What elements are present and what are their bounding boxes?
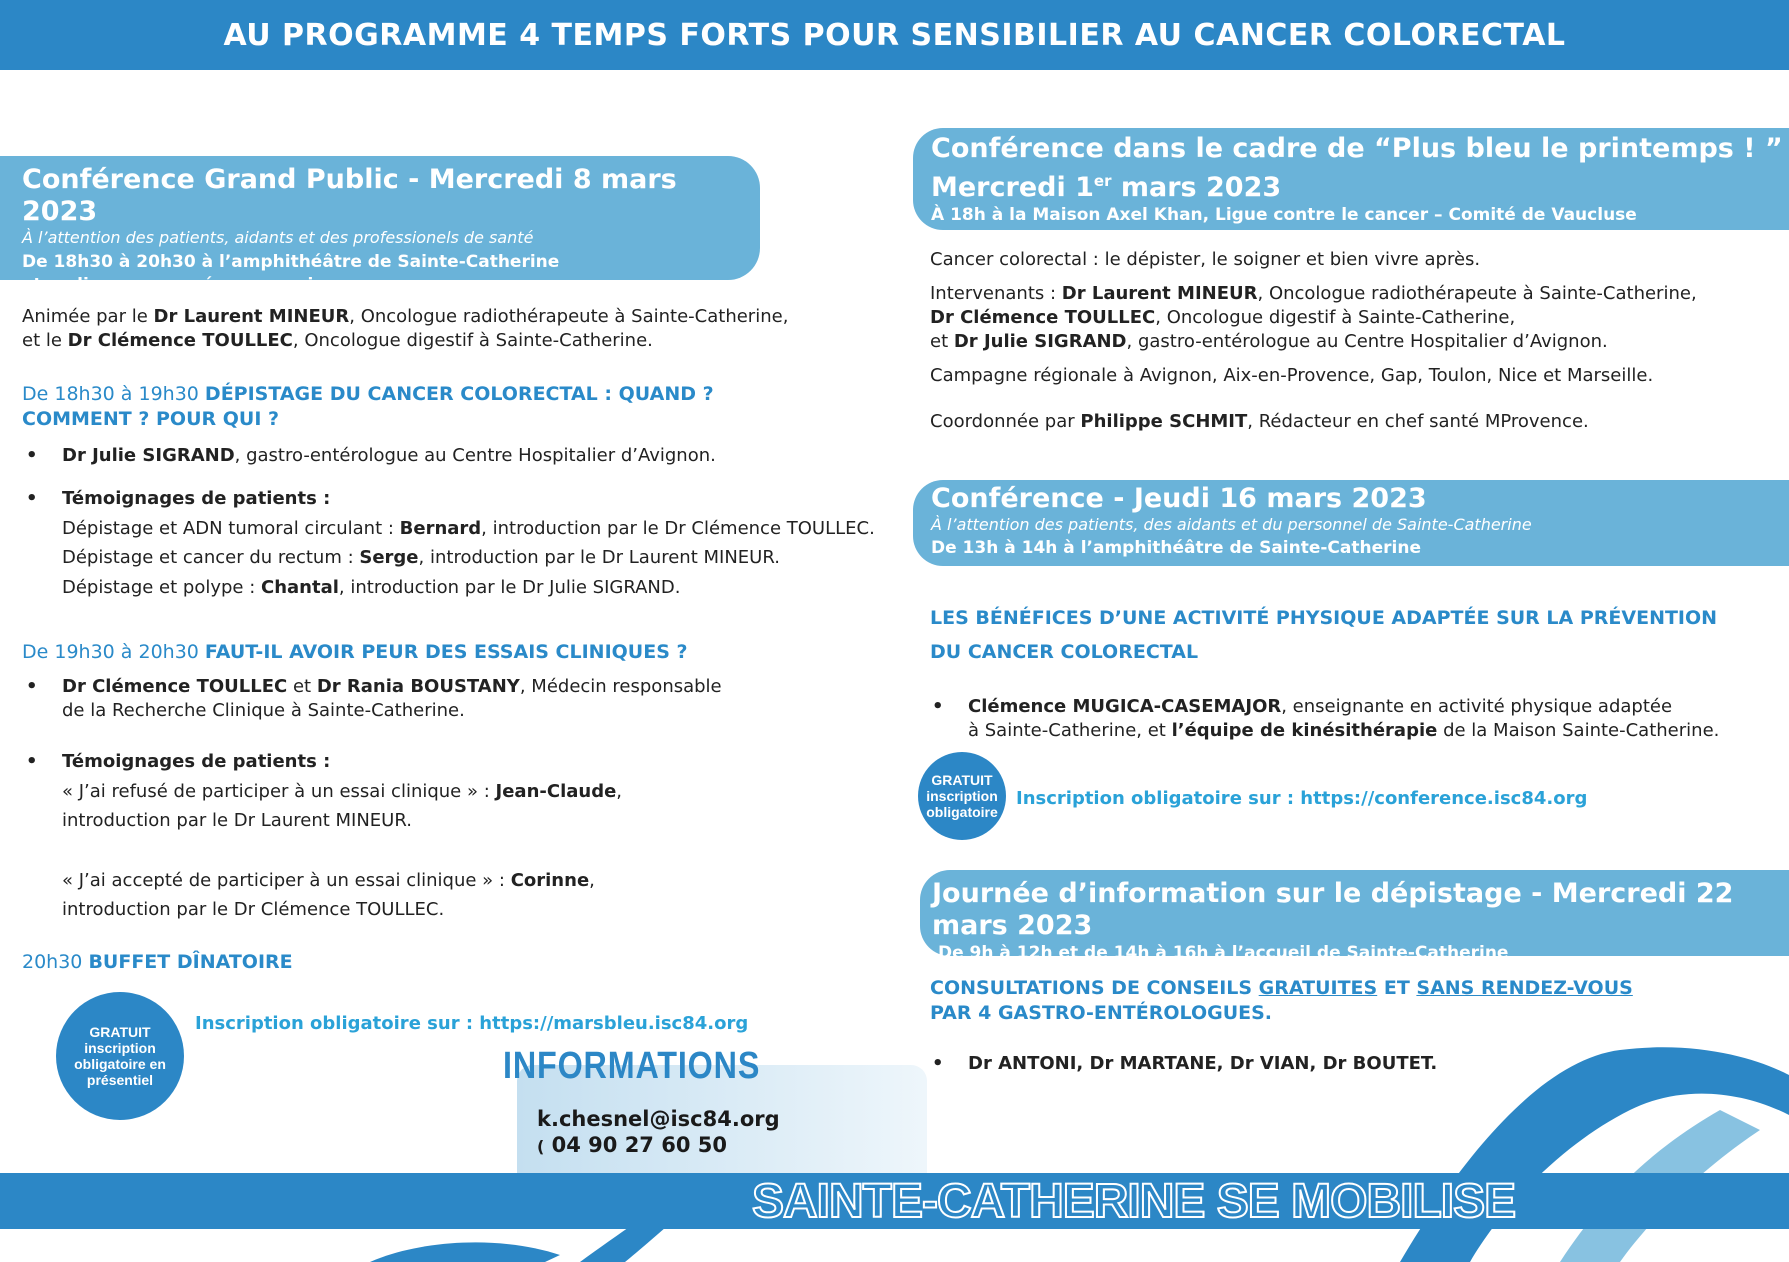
jeudi-title: Conférence - Jeudi 16 mars 2023 — [931, 483, 1427, 514]
list-item: • Dr Julie SIGRAND, gastro-entérologue au Centre Hospitalier d’Avignon. — [26, 445, 716, 466]
plus-bleu-date: Mercredi 1er mars 2023 — [931, 172, 1282, 203]
grand-public-title: Conférence Grand Public - Mercredi 8 mars 2023 — [22, 164, 677, 227]
journee-time: De 9h à 12h et de 14h à 16h à l’accueil de Sainte-Catherine — [938, 943, 1509, 963]
section-essais-title: De 19h30 à 20h30 FAUT-IL AVOIR PEUR DES ESSAIS CLINIQUES ? — [22, 641, 688, 663]
contact-email[interactable]: k.chesnel@isc84.org — [537, 1107, 780, 1131]
list-item: • Clémence MUGICA-CASEMAJOR, enseignante en activité physique adaptée à Sainte-Catherine, et l’équipe de kinésithérapie de la Maison Sainte-Catherine. — [932, 696, 1720, 741]
registration-link-marsbleu[interactable]: Inscription obligatoire sur : https://marsbleu.isc84.org — [195, 1013, 749, 1034]
list-item: • Témoignages de patients : « J’ai refusé de participer à un essai clinique » : Jean-Claude, introduction par le Dr Laurent MINEUR. « J’ai accepté de participer à un essai clinique » : Corinne, introduction par le Dr Clémence TOULLEC. — [26, 751, 623, 920]
free-registration-badge: GRATUIT inscription obligatoire en présentiel — [56, 992, 184, 1120]
list-item: • Témoignages de patients : Dépistage et ADN tumoral circulant : Bernard, introduction par le Dr Clémence TOULLEC. Dépistage et cancer du rectum : Serge, introduction par le Dr Laurent MINEUR. Dépistage et polype : Chantal, introduction par le Dr Julie SIGRAND. — [26, 488, 875, 598]
phone-icon: ( — [537, 1137, 545, 1156]
jeudi-subtitle: À l’attention des patients, des aidants et du personnel de Sainte-Catherine — [931, 515, 1532, 534]
grand-public-header — [0, 156, 760, 295]
plus-bleu-title: Conférence dans le cadre de “Plus bleu le printemps ! ” — [931, 133, 1783, 164]
journee-header — [920, 870, 1789, 963]
footer-title: SAINTE-CATHERINE SE MOBILISE — [752, 1174, 1516, 1228]
plus-bleu-body: Cancer colorectal : le dépister, le soigner et bien vivre après. Intervenants : Dr Laurent MINEUR, Oncologue radiothérapeute à Sainte-Catherine, Dr Clémence TOULLEC, Oncologue digestif à Sainte-Catherine, et Dr Julie SIGRAND, gastro-entérologue au Centre Hospitalier d’Avignon. Campagne régionale à Avignon, Aix-en-Provence, Gap, Toulon, Nice et Marseille. Coordonnée par Philippe SCHMIT, Rédacteur en chef santé MProvence. — [930, 249, 1697, 432]
registration-link-conference[interactable]: Inscription obligatoire sur : https://conference.isc84.org — [1016, 788, 1588, 809]
grand-public-live: et en live sur nos réseaux sociaux — [22, 275, 348, 295]
section-consultations-title: CONSULTATIONS DE CONSEILS GRATUITES ET SANS RENDEZ-VOUS PAR 4 GASTRO-ENTÉROLOGUES. — [930, 977, 1633, 1024]
free-registration-badge: GRATUIT inscription obligatoire — [918, 752, 1006, 840]
section-activite-title: LES BÉNÉFICES D’UNE ACTIVITÉ PHYSIQUE ADAPTÉE SUR LA PRÉVENTION DU CANCER COLORECTAL — [930, 607, 1718, 663]
plus-bleu-location: À 18h à la Maison Axel Khan, Ligue contre le cancer – Comité de Vaucluse — [931, 205, 1637, 225]
top-banner — [0, 0, 1789, 70]
grand-public-subtitle: À l’attention des patients, aidants et des professionels de santé — [22, 228, 534, 247]
program-title: AU PROGRAMME 4 TEMPS FORTS POUR SENSIBILIER AU CANCER COLORECTAL — [223, 17, 1566, 53]
jeudi-time: De 13h à 14h à l’amphithéâtre de Sainte-Catherine — [931, 538, 1421, 558]
plus-bleu-header — [913, 128, 1789, 230]
jeudi-header — [913, 480, 1789, 566]
buffet-title: 20h30 BUFFET DÎNATOIRE — [22, 951, 293, 973]
list-item: • Dr Clémence TOULLEC et Dr Rania BOUSTANY, Médecin responsable de la Recherche Clinique à Sainte-Catherine. — [26, 676, 722, 721]
contact-phone: ( 04 90 27 60 50 — [537, 1133, 727, 1157]
section-depistage-title: De 18h30 à 19h30 DÉPISTAGE DU CANCER COLORECTAL : QUAND ? COMMENT ? POUR QUI ? — [22, 383, 714, 430]
intro-paragraph: Animée par le Dr Laurent MINEUR, Oncologue radiothérapeute à Sainte-Catherine, et le Dr Clémence TOULLEC, Oncologue digestif à Sainte-Catherine. — [22, 306, 789, 351]
journee-title: Journée d’information sur le dépistage - Mercredi 22 mars 2023 — [932, 878, 1734, 941]
grand-public-time: De 18h30 à 20h30 à l’amphithéâtre de Sainte-Catherine — [22, 252, 560, 272]
list-item: • Dr ANTONI, Dr MARTANE, Dr VIAN, Dr BOUTET. — [932, 1053, 1438, 1074]
informations-title: INFORMATIONS — [503, 1045, 761, 1087]
